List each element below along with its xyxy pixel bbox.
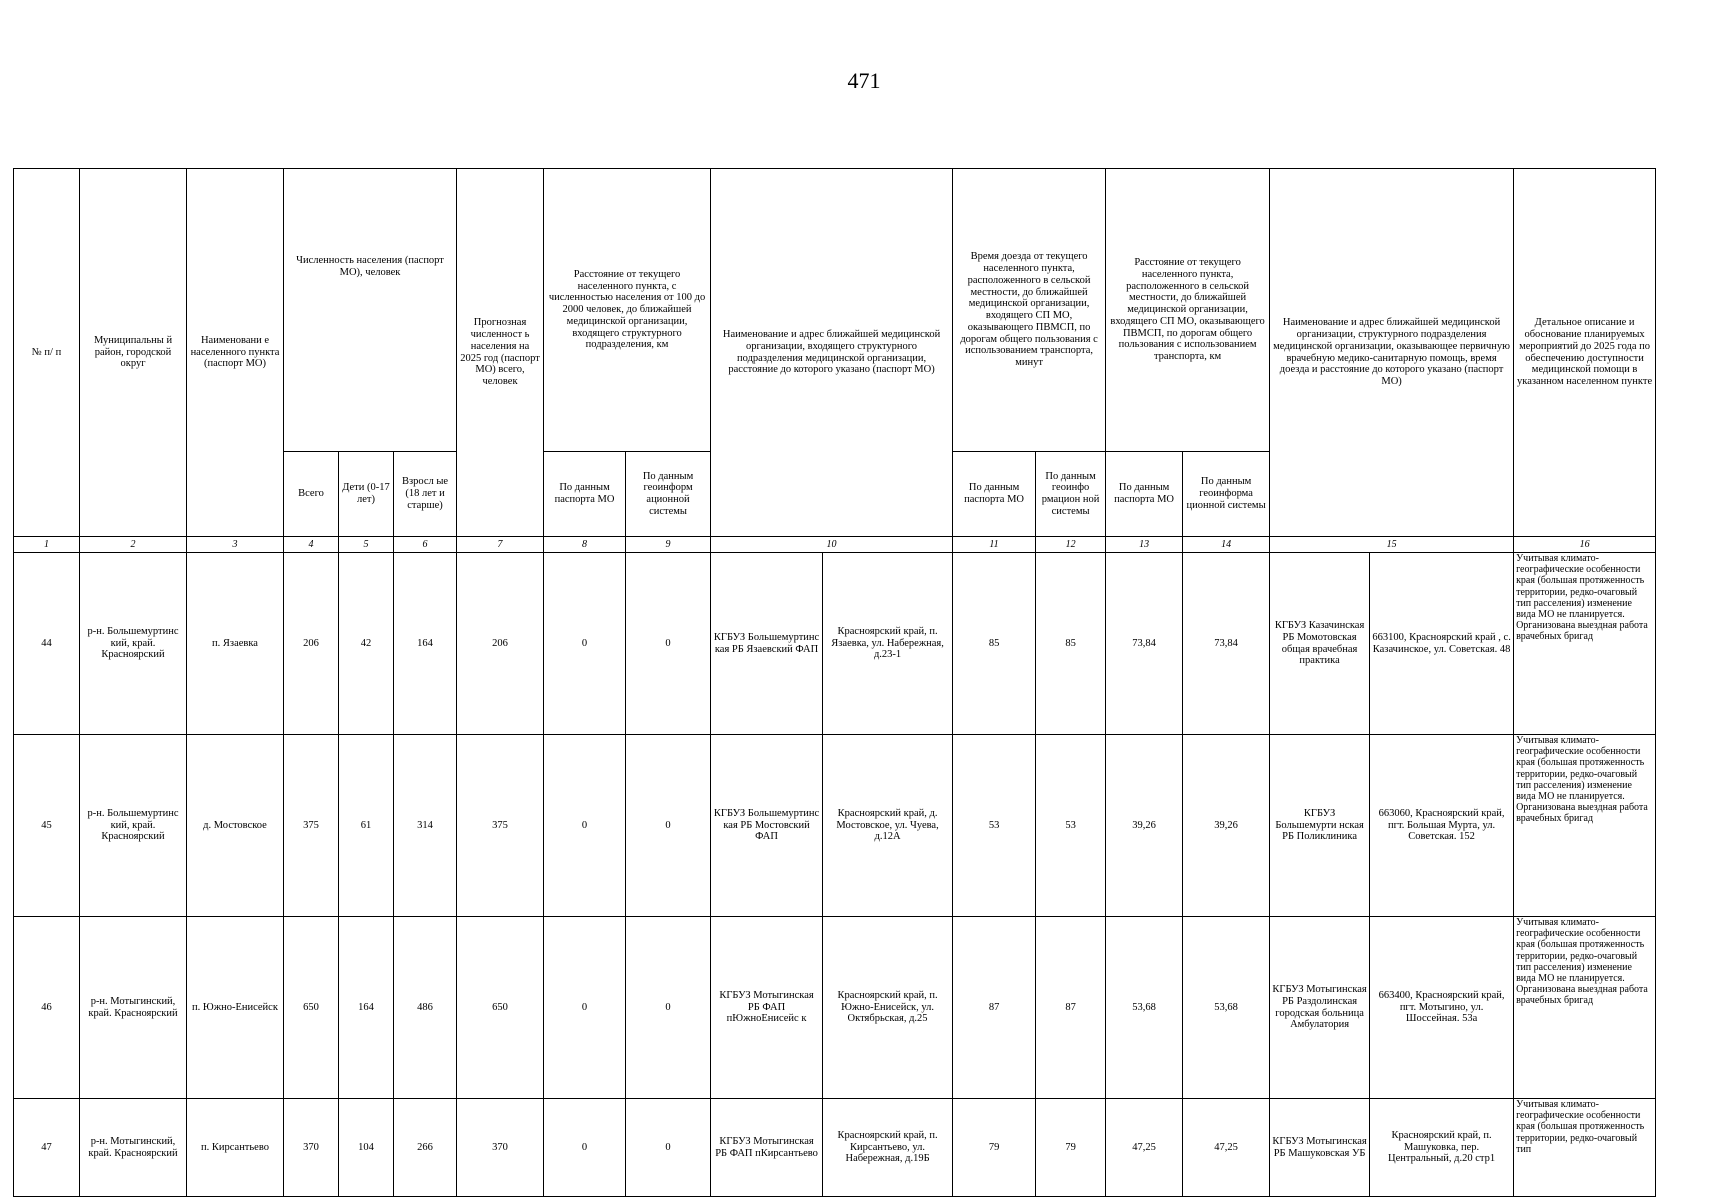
header-distance-passport: По данным паспорта МО xyxy=(544,452,626,537)
row-distance-passport: 0 xyxy=(544,735,626,917)
row-time-geo: 87 xyxy=(1036,917,1106,1099)
header-children: Дети (0-17 лет) xyxy=(339,452,394,537)
row-km-geo: 39,26 xyxy=(1183,735,1270,917)
row-number: 45 xyxy=(14,735,80,917)
row-time-geo: 79 xyxy=(1036,1099,1106,1197)
column-number: 2 xyxy=(80,537,187,553)
settlements-table xyxy=(13,168,1656,1197)
row-distance-passport: 0 xyxy=(544,553,626,735)
row-district: р-н. Мотыгинский, край. Красноярский xyxy=(80,1099,187,1197)
row-org-address: Красноярский край, п. Кирсантьево, ул. Набережная, д.19Б xyxy=(823,1099,953,1197)
column-number: 13 xyxy=(1106,537,1183,553)
table-row xyxy=(14,917,1656,1099)
column-number: 6 xyxy=(394,537,457,553)
column-number: 5 xyxy=(339,537,394,553)
row-district: р-н. Большемуртинс кий, край. Красноярский xyxy=(80,553,187,735)
column-numbers-row xyxy=(14,537,1656,553)
row-km-passport: 53,68 xyxy=(1106,917,1183,1099)
row-time-passport: 87 xyxy=(953,917,1036,1099)
header-forecast: Прогнозная численност ь населения на 2025 год (паспорт МО) всего, человек xyxy=(457,169,544,537)
column-number: 4 xyxy=(284,537,339,553)
row-distance-passport: 0 xyxy=(544,917,626,1099)
row-pvmsp-name: КГБУЗ Мотыгинская РБ Машуковская УБ xyxy=(1270,1099,1370,1197)
row-forecast: 206 xyxy=(457,553,544,735)
row-pvmsp-name: КГБУЗ Большемурти нская РБ Поликлиника xyxy=(1270,735,1370,917)
header-pvmsp-org: Наименование и адрес ближайшей медицинской организации, структурного подразделения медицинской организации, оказывающее первичную врачебную медико-санитарную помощь, время доезда и расстояние до которого указано (паспорт МО) xyxy=(1270,169,1514,537)
row-total: 650 xyxy=(284,917,339,1099)
row-org-name: КГБУЗ Мотыгинская РБ ФАП пКирсантьево xyxy=(711,1099,823,1197)
row-time-passport: 53 xyxy=(953,735,1036,917)
column-number: 9 xyxy=(626,537,711,553)
row-description: Учитывая климато-географические особенности края (большая протяженность территории, редко-очаговый тип расселения) изменение вида МО не планируется. Организована выездная работа врачебных бригад xyxy=(1514,553,1656,735)
header-km-geo: По данным геоинформа ционной системы xyxy=(1183,452,1270,537)
row-km-passport: 39,26 xyxy=(1106,735,1183,917)
header-distance-geo: По данным геоинформ ационной системы xyxy=(626,452,711,537)
row-pvmsp-address: 663100, Красноярский край , с. Казачинское, ул. Советская. 48 xyxy=(1370,553,1514,735)
row-district: р-н. Большемуртинс кий, край. Красноярский xyxy=(80,735,187,917)
row-distance-geo: 0 xyxy=(626,553,711,735)
row-time-passport: 85 xyxy=(953,553,1036,735)
row-org-address: Красноярский край, п. Южно-Енисейск, ул. Октябрьская, д.25 xyxy=(823,917,953,1099)
row-forecast: 370 xyxy=(457,1099,544,1197)
page-number: 471 xyxy=(847,68,881,93)
row-number: 47 xyxy=(14,1099,80,1197)
row-distance-geo: 0 xyxy=(626,917,711,1099)
column-number: 10 xyxy=(711,537,953,553)
column-number: 11 xyxy=(953,537,1036,553)
header-total: Всего xyxy=(284,452,339,537)
row-forecast: 650 xyxy=(457,917,544,1099)
row-km-geo: 73,84 xyxy=(1183,553,1270,735)
row-children: 164 xyxy=(339,917,394,1099)
row-adults: 314 xyxy=(394,735,457,917)
row-km-passport: 47,25 xyxy=(1106,1099,1183,1197)
table-row xyxy=(14,1099,1656,1197)
column-number: 1 xyxy=(14,537,80,553)
column-number: 16 xyxy=(1514,537,1656,553)
row-description: Учитывая климато-географические особенности края (большая протяженность территории, редко-очаговый тип xyxy=(1514,1099,1656,1197)
row-settlement: п. Южно-Енисейск xyxy=(187,917,284,1099)
row-description: Учитывая климато-географические особенности края (большая протяженность территории, редко-очаговый тип расселения) изменение вида МО не планируется. Организована выездная работа врачебных бригад xyxy=(1514,917,1656,1099)
header-km-passport: По данным паспорта МО xyxy=(1106,452,1183,537)
row-description: Учитывая климато-географические особенности края (большая протяженность территории, редко-очаговый тип расселения) изменение вида МО не планируется. Организована выездная работа врачебных бригад xyxy=(1514,735,1656,917)
row-org-name: КГБУЗ Большемуртинс кая РБ Язаевский ФАП xyxy=(711,553,823,735)
column-number: 7 xyxy=(457,537,544,553)
row-km-geo: 53,68 xyxy=(1183,917,1270,1099)
row-adults: 164 xyxy=(394,553,457,735)
column-number: 14 xyxy=(1183,537,1270,553)
header-number: № п/ п xyxy=(14,169,80,537)
column-number: 8 xyxy=(544,537,626,553)
header-district: Муниципальны й район, городской округ xyxy=(80,169,187,537)
row-children: 104 xyxy=(339,1099,394,1197)
row-children: 42 xyxy=(339,553,394,735)
column-number: 12 xyxy=(1036,537,1106,553)
row-org-name: КГБУЗ Большемуртинс кая РБ Мостовский ФАП xyxy=(711,735,823,917)
row-time-geo: 53 xyxy=(1036,735,1106,917)
header-adults: Взросл ые (18 лет и старше) xyxy=(394,452,457,537)
row-settlement: п. Кирсантьево xyxy=(187,1099,284,1197)
header-travel-time-group: Время доезда от текущего населенного пункта, расположенного в сельской местности, до ближайшей медицинской организации, входящего СП МО, оказывающего ПВМСП, по дорогам общего пользования с использованием транспорта, минут xyxy=(953,169,1106,452)
header-description: Детальное описание и обоснование планируемых мероприятий до 2025 года по обеспечению доступности медицинской помощи в указанном населенном пункте xyxy=(1514,169,1656,537)
row-children: 61 xyxy=(339,735,394,917)
row-org-name: КГБУЗ Мотыгинская РБ ФАП пЮжноЕнисейс к xyxy=(711,917,823,1099)
row-total: 375 xyxy=(284,735,339,917)
header-time-passport: По данным паспорта МО xyxy=(953,452,1036,537)
header-road-distance-group: Расстояние от текущего населенного пункта, расположенного в сельской местности, до ближайшей медицинской организации, входящего СП МО, оказывающего ПВМСП, по дорогам общего пользования с использованием транспорта, км xyxy=(1106,169,1270,452)
row-org-address: Красноярский край, д. Мостовское, ул. Чуева, д.12А xyxy=(823,735,953,917)
row-distance-geo: 0 xyxy=(626,1099,711,1197)
row-pvmsp-name: КГБУЗ Казачинская РБ Момотовская общая врачебная практика xyxy=(1270,553,1370,735)
row-total: 206 xyxy=(284,553,339,735)
row-forecast: 375 xyxy=(457,735,544,917)
header-population-group: Численность населения (паспорт МО), человек xyxy=(284,169,457,452)
table-row xyxy=(14,553,1656,735)
column-number: 3 xyxy=(187,537,284,553)
header-settlement: Наименовани е населенного пункта (паспорт МО) xyxy=(187,169,284,537)
row-pvmsp-address: Красноярский край, п. Машуковка, пер. Центральный, д.20 стр1 xyxy=(1370,1099,1514,1197)
row-adults: 266 xyxy=(394,1099,457,1197)
row-distance-passport: 0 xyxy=(544,1099,626,1197)
row-total: 370 xyxy=(284,1099,339,1197)
column-number: 15 xyxy=(1270,537,1514,553)
row-time-geo: 85 xyxy=(1036,553,1106,735)
header-nearest-org: Наименование и адрес ближайшей медицинской организации, входящего структурного подразделения медицинской организации, расстояние до которого указано (паспорт МО) xyxy=(711,169,953,537)
row-pvmsp-name: КГБУЗ Мотыгинская РБ Раздолинская городская больница Амбулатория xyxy=(1270,917,1370,1099)
row-settlement: п. Язаевка xyxy=(187,553,284,735)
header-row-top xyxy=(14,169,1656,452)
row-number: 44 xyxy=(14,553,80,735)
row-time-passport: 79 xyxy=(953,1099,1036,1197)
row-km-geo: 47,25 xyxy=(1183,1099,1270,1197)
row-adults: 486 xyxy=(394,917,457,1099)
table-row xyxy=(14,735,1656,917)
header-distance-group: Расстояние от текущего населенного пункта, с численностью населения от 100 до 2000 человек, до ближайшей медицинской организации, входящего структурного подразделения, км xyxy=(544,169,711,452)
row-pvmsp-address: 663400, Красноярский край, пгт. Мотыгино, ул. Шоссейная. 53а xyxy=(1370,917,1514,1099)
row-number: 46 xyxy=(14,917,80,1099)
row-district: р-н. Мотыгинский, край. Красноярский xyxy=(80,917,187,1099)
row-settlement: д. Мостовское xyxy=(187,735,284,917)
row-pvmsp-address: 663060, Красноярский край, пгт. Большая Мурта, ул. Советская. 152 xyxy=(1370,735,1514,917)
header-time-geo: По данным геоинфо рмацион ной системы xyxy=(1036,452,1106,537)
row-distance-geo: 0 xyxy=(626,735,711,917)
row-org-address: Красноярский край, п. Язаевка, ул. Набережная, д.23-1 xyxy=(823,553,953,735)
row-km-passport: 73,84 xyxy=(1106,553,1183,735)
